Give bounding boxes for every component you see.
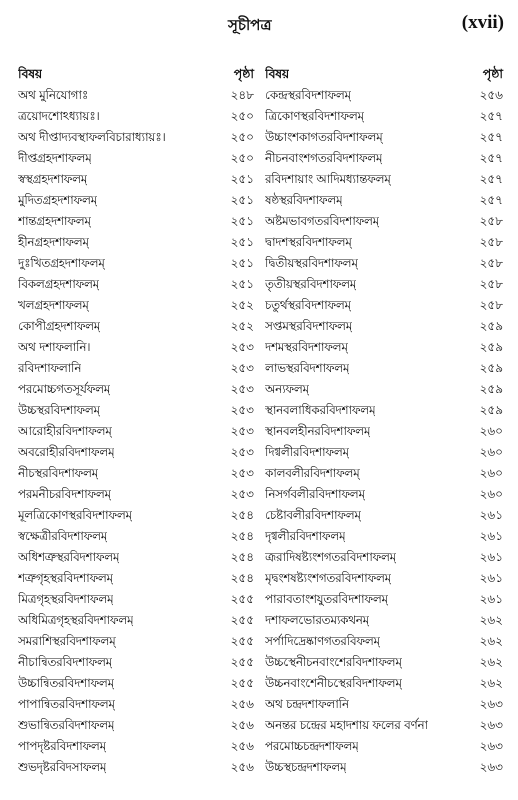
toc-entry-subject: সপ্তমস্থরবিদশাফলম্: [265, 319, 353, 333]
toc-entry: [265, 86, 503, 107]
toc-entry: [18, 737, 254, 758]
toc-entry-page: ২৬১: [479, 508, 503, 522]
toc-entry-page: ২৫৯: [479, 340, 503, 354]
toc-entry: [265, 380, 503, 401]
column-header: [18, 62, 254, 86]
toc-entry-page: ২৫৬: [479, 88, 503, 102]
toc-entry-page: ২৫৯: [479, 403, 503, 417]
toc-entry-subject: অধিমিত্রগৃহস্থরবিদশাফলম্: [18, 613, 134, 627]
toc-entry-page: ২৫৪: [230, 508, 254, 522]
toc-entry-page: ২৬৩: [479, 697, 503, 711]
toc-entry-subject: শুভান্বিতরবিদশাফলম্: [18, 718, 115, 732]
toc-entry-page: ২৬৩: [479, 739, 503, 753]
toc-column-right: [265, 62, 503, 779]
toc-entry: [265, 149, 503, 170]
toc-entry: [265, 191, 503, 212]
toc-entry: [18, 527, 254, 548]
toc-entry-page: ২৫৪: [230, 571, 254, 585]
toc-entry-page: ২৬২: [479, 613, 503, 627]
toc-entry-page: ২৫৪: [230, 550, 254, 564]
toc-entry-page: ২৫৫: [230, 676, 254, 690]
toc-entry-page: ২৫৮: [479, 235, 503, 249]
toc-entry: [265, 674, 503, 695]
toc-entry: [18, 254, 254, 275]
toc-entry-page: ২৬২: [479, 655, 503, 669]
toc-entry-subject: ত্রিকোণস্থরবিদশাফলম্: [265, 109, 364, 123]
toc-entry-page: ২৫৩: [230, 403, 254, 417]
toc-entry-subject: উচ্চস্থেনীচনবাংশেরবিদশাফলম্: [265, 655, 402, 669]
toc-entry-page: ২৫৩: [230, 445, 254, 459]
toc-entry-subject: মুদিতগ্রহদশাফলম্: [18, 193, 97, 207]
toc-entry-subject: দ্বিতীয়স্থরবিদশাফলম্: [265, 256, 358, 270]
page-heading: পৃষ্ঠা: [233, 66, 254, 81]
page-number: (xvii): [461, 12, 504, 33]
toc-entry: [18, 485, 254, 506]
toc-entry-subject: মিত্রগৃহস্থরবিদশাফলম্: [18, 592, 114, 606]
toc-entry: [18, 590, 254, 611]
toc-entry: [18, 653, 254, 674]
toc-entry-page: ২৫৯: [479, 361, 503, 375]
toc-entry: [265, 569, 503, 590]
toc-entry-subject: লাভস্থরবিদশাফলম্: [265, 361, 350, 375]
toc-entry-page: ২৬২: [479, 634, 503, 648]
toc-entry: [265, 401, 503, 422]
toc-entry-page: ২৫০: [230, 151, 254, 165]
toc-entry-page: ২৫১: [230, 256, 254, 270]
toc-entry: [265, 359, 503, 380]
toc-entry-subject: আরোহীরবিদশাফলম্: [18, 424, 112, 438]
toc-entry: [18, 548, 254, 569]
toc-entry: [265, 338, 503, 359]
toc-entry-page: ২৫৬: [230, 718, 254, 732]
toc-column-left: [18, 62, 254, 779]
toc-entry-subject: সমরাশিস্থরবিদশাফলম্: [18, 634, 116, 648]
toc-entry: [265, 716, 503, 737]
toc-entry-page: ২৫০: [230, 109, 254, 123]
toc-entry-page: ২৫৭: [479, 172, 503, 186]
toc-entry-subject: ষষ্ঠস্থরবিদশাফলম্: [265, 193, 343, 207]
toc-entry-subject: পরমোচ্চচন্দ্রদশাফলম্: [265, 739, 359, 753]
toc-entry: [18, 317, 254, 338]
toc-entry-subject: নীচান্বিতরবিদশাফলম্: [18, 655, 113, 669]
toc-entry-page: ২৫৫: [230, 634, 254, 648]
toc-entry-subject: শুভদৃষ্টরবিদসাফলম্: [18, 760, 107, 774]
toc-entry: [18, 128, 254, 149]
toc-entry-subject: অষ্টমভাবগতরবিদশাফলম্: [265, 214, 379, 228]
toc-entry: [265, 653, 503, 674]
toc-entry: [265, 611, 503, 632]
toc-entry: [265, 275, 503, 296]
toc-entry-subject: উচ্চস্থরবিদশাফলম্: [18, 403, 100, 417]
toc-entry-subject: পাপদৃষ্টরবিদশাফলম্: [18, 739, 106, 753]
toc-entry-page: ২৬১: [479, 571, 503, 585]
toc-entry: [265, 170, 503, 191]
toc-entry-page: ২৫৩: [230, 466, 254, 480]
toc-entry-page: ২৬০: [479, 424, 503, 438]
toc-entry-subject: কোপীগ্রহদশাফলম্: [18, 319, 101, 333]
toc-entry: [265, 443, 503, 464]
toc-entry: [265, 737, 503, 758]
toc-entry-subject: পরমোচ্চগতসূর্যফলম্: [18, 382, 111, 396]
toc-entry-subject: অধিশত্রুস্থরবিদশাফলম্: [18, 550, 120, 564]
toc-entry-page: ২৫৩: [230, 487, 254, 501]
toc-entry: [265, 548, 503, 569]
toc-entry-subject: দ্বাদশস্থরবিদশাফলম্: [265, 235, 352, 249]
toc-entry-subject: পরমনীচরবিদশাফলম্: [18, 487, 111, 501]
toc-entry-page: ২৫১: [230, 172, 254, 186]
toc-entry: [18, 674, 254, 695]
toc-entry-subject: নীচনবাংশগতরবিদশাফলম্: [265, 151, 383, 165]
toc-entry: [18, 149, 254, 170]
toc-entry-subject: অবরোহীরবিদশাফলম্: [18, 445, 115, 459]
toc-entry-subject: অন্যফলম্: [265, 382, 309, 396]
toc-entry-subject: স্বক্ষেত্রীরবিদশাফলম্: [18, 529, 108, 543]
toc-entry: [265, 233, 503, 254]
toc-entry-page: ২৫৮: [479, 214, 503, 228]
toc-entry: [265, 506, 503, 527]
toc-entry-subject: মৃদ্বংশষষ্ট্যংশগতরবিদশাফলম্: [265, 571, 391, 585]
toc-entry: [18, 464, 254, 485]
toc-entry: [265, 254, 503, 275]
page-title: সূচীপত্র: [228, 16, 272, 34]
toc-entry-subject: খলগ্রহদশাফলম্: [18, 298, 89, 312]
toc-entry: [18, 401, 254, 422]
toc-entry-subject: দৃগ্বলীরবিদশাফলম্: [265, 529, 346, 543]
toc-entry-page: ২৫৪: [230, 529, 254, 543]
toc-entry: [18, 611, 254, 632]
toc-entry-subject: উচ্চান্বিতরবিদশাফলম্: [18, 676, 114, 690]
toc-entry-page: ২৫৭: [479, 130, 503, 144]
toc-entry-subject: মূলত্রিকোণস্থরবিদশাফলম্: [18, 508, 132, 522]
toc-entry-page: ২৫০: [230, 130, 254, 144]
toc-entry-subject: অথ চন্দ্রদশাফলানি: [265, 697, 349, 711]
toc-entry: [265, 485, 503, 506]
toc-entry-subject: চতুর্থস্থরবিদশাফলম্: [265, 298, 351, 312]
toc-entry-page: ২৫৩: [230, 424, 254, 438]
toc-entry: [18, 380, 254, 401]
toc-entry-page: ২৫৬: [230, 760, 254, 774]
toc-entry-subject: দিগ্বলীরবিদশাফলম্: [265, 445, 349, 459]
toc-entry: [18, 191, 254, 212]
toc-entry-subject: ত্রূরাদিষষ্ট্যংশগতরবিদশাফলম্: [265, 550, 396, 564]
toc-entry: [18, 170, 254, 191]
toc-entry-subject: দুঃখিতগ্রহদশাফলম্: [18, 256, 105, 270]
toc-entry-page: ২৫৭: [479, 109, 503, 123]
toc-entry-subject: দশাফলভোরতম্যকথনম্: [265, 613, 369, 627]
toc-entry-page: ২৫৬: [230, 697, 254, 711]
toc-entry-subject: উচ্চনবাংশেনীচস্থেরবিদশাফলম্: [265, 676, 402, 690]
toc-entry-page: ২৫৮: [479, 256, 503, 270]
toc-entry: [265, 632, 503, 653]
toc-entry: [265, 527, 503, 548]
toc-entry: [18, 233, 254, 254]
toc-entry: [265, 128, 503, 149]
toc-entry-page: ২৬২: [479, 676, 503, 690]
toc-entry: [18, 275, 254, 296]
toc-entry-subject: অথ দীপ্তাদ্যবস্থাফলবিচারাধ্যায়ঃ।: [18, 130, 166, 144]
toc-entry-subject: নিসর্গবলীরবিদশাফলম্: [265, 487, 365, 501]
page-heading: পৃষ্ঠা: [482, 66, 503, 81]
toc-entry-subject: স্থানবলহীনরবিদশাফলম্: [265, 424, 371, 438]
toc-entry-subject: শান্তগ্রহদশাফলম্: [18, 214, 91, 228]
toc-entry-subject: বিকলগ্রহদশাফলম্: [18, 277, 100, 291]
toc-entry: [18, 632, 254, 653]
toc-entry-subject: অথ মুনিযোগাঃ: [18, 88, 89, 102]
toc-entry-subject: দশমস্থরবিদশাফলম্: [265, 340, 348, 354]
toc-entry-subject: উচ্চস্থচন্দ্রদশাফলম্: [265, 760, 347, 774]
toc-entry-page: ২৫১: [230, 214, 254, 228]
toc-entry-page: ২৬০: [479, 487, 503, 501]
toc-entry-subject: চেষ্টাবলীরবিদশাফলম্: [265, 508, 361, 522]
toc-entry-page: ২৫৮: [479, 298, 503, 312]
toc-entry-subject: অথ দশাফলানি।: [18, 340, 91, 354]
toc-entry: [265, 695, 503, 716]
toc-entry-subject: স্থানবলাধিকরবিদশাফলম্: [265, 403, 376, 417]
toc-entry: [18, 569, 254, 590]
toc-entry: [18, 107, 254, 128]
toc-entry: [265, 422, 503, 443]
toc-entry-page: ২৫১: [230, 277, 254, 291]
toc-entry-subject: শত্রুগৃহস্থরবিদশাফলম্: [18, 571, 113, 585]
toc-entry-subject: রবিদশাফলানি: [18, 361, 82, 375]
toc-entry-subject: নীচস্থরবিদশাফলম্: [18, 466, 98, 480]
toc-entry: [265, 317, 503, 338]
toc-entry-page: ২৬১: [479, 592, 503, 606]
toc-entry-subject: দীপ্তগ্রহদশাফলম্: [18, 151, 92, 165]
toc-entry-page: ২৫৩: [230, 361, 254, 375]
toc-entry: [265, 212, 503, 233]
toc-entry: [18, 695, 254, 716]
toc-entry: [18, 506, 254, 527]
toc-entry: [18, 443, 254, 464]
toc-entry-page: ২৫৭: [479, 193, 503, 207]
toc-entry-page: ২৫১: [230, 193, 254, 207]
toc-entry-page: ২৫৫: [230, 655, 254, 669]
toc-entry-subject: পারাবতাংশযুতরবিদশাফলম্: [265, 592, 388, 606]
toc-entry-subject: তৃতীয়স্থরবিদশাফলম্: [265, 277, 357, 291]
toc-entry: [18, 758, 254, 779]
toc-entry: [18, 212, 254, 233]
toc-entry: [18, 338, 254, 359]
subject-heading: বিষয়: [265, 66, 289, 81]
toc-entry-page: ২৫৮: [479, 277, 503, 291]
toc-entry-page: ২৬০: [479, 445, 503, 459]
toc-entry: [265, 758, 503, 779]
toc-entry-page: ২৫২: [230, 298, 254, 312]
toc-entry-subject: উচ্চাংশকাগতরবিদশাফলম্: [265, 130, 383, 144]
toc-entry: [18, 422, 254, 443]
toc-entry-subject: রবিদশায়াং আদিমধ্যান্তফলম্: [265, 172, 391, 186]
toc-entry-page: ২৫২: [230, 319, 254, 333]
toc-entry-page: ২৫৯: [479, 382, 503, 396]
toc-entry-subject: ত্রয়োদশোঽধ্যায়ঃ।: [18, 109, 100, 123]
page-header: [0, 0, 518, 44]
toc-entry-subject: কালবলীরবিদশাফলম্: [265, 466, 360, 480]
toc-entry-page: ২৬৩: [479, 760, 503, 774]
toc-entry-subject: পাপান্বিতরবিদশাফলম্: [18, 697, 115, 711]
toc-entry-page: ২৫১: [230, 235, 254, 249]
toc-entry: [265, 296, 503, 317]
toc-entry-page: ২৫৩: [230, 382, 254, 396]
toc-entry: [265, 107, 503, 128]
toc-entry-subject: স্বস্থগ্রহদশাফলম্: [18, 172, 88, 186]
toc-entry-subject: অনন্তর চন্দ্রের মহাদশায় ফলের বর্ণনা: [265, 718, 428, 732]
toc-entry: [18, 359, 254, 380]
toc-entry-page: ২৫৬: [230, 739, 254, 753]
toc-entry: [265, 590, 503, 611]
toc-entry-page: ২৫৯: [479, 319, 503, 333]
toc-entry-page: ২৫৫: [230, 592, 254, 606]
toc-entry-page: ২৫৭: [479, 151, 503, 165]
toc-entry: [18, 86, 254, 107]
toc-entry-page: ২৬১: [479, 529, 503, 543]
toc-entry: [18, 716, 254, 737]
column-header: [265, 62, 503, 86]
toc-entry: [18, 296, 254, 317]
toc-entry-subject: হীনগ্রহদশাফলম্: [18, 235, 89, 249]
toc-entry-page: ২৬০: [479, 466, 503, 480]
toc-entry: [265, 464, 503, 485]
subject-heading: বিষয়: [18, 66, 42, 81]
toc-entry-page: ২৪৮: [230, 88, 254, 102]
toc-entry-page: ২৫৫: [230, 613, 254, 627]
toc-entry-page: ২৫৩: [230, 340, 254, 354]
toc-entry-subject: কেন্দ্রস্থরবিদশাফলম্: [265, 88, 351, 102]
toc-entry-page: ২৬৩: [479, 718, 503, 732]
toc-entry-page: ২৬১: [479, 550, 503, 564]
toc-entry-subject: সর্পাদিদ্রেষ্কাণগতরবিফলম্: [265, 634, 380, 648]
